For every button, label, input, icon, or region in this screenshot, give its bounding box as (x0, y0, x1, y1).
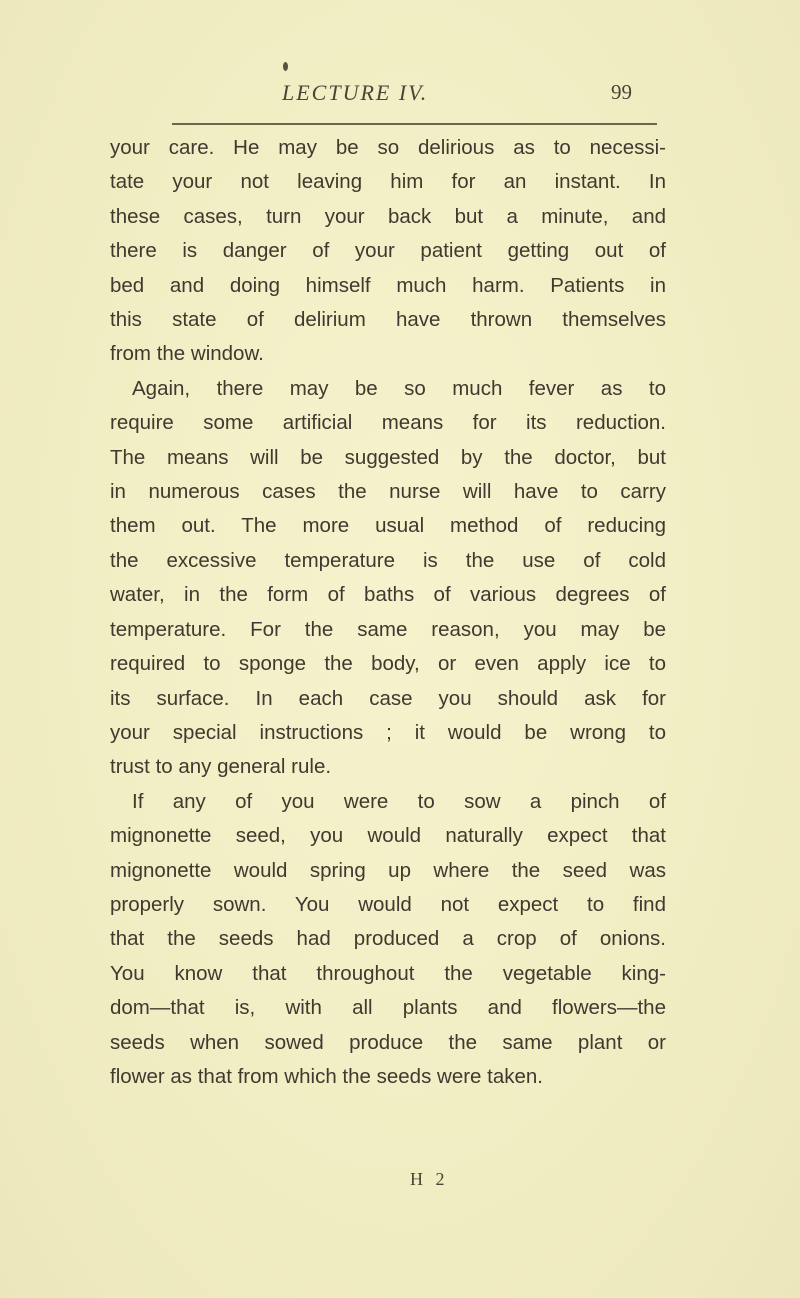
page-header (170, 80, 660, 112)
text-line: these cases, turn your back but a minute, and (110, 204, 666, 228)
text-line: Again, there may be so much fever as to (132, 376, 666, 400)
text-line: from the window. (110, 342, 264, 366)
text-line: that the seeds had produced a crop of onions. (110, 927, 666, 951)
text-line: temperature. For the same reason, you may be (110, 617, 666, 641)
text-line: your care. He may be so delirious as to necessi- (110, 136, 666, 159)
text-line: in numerous cases the nurse will have to carry (110, 480, 666, 504)
running-title: LECTURE IV. (282, 80, 429, 105)
header-rule (172, 123, 657, 125)
text-line: bed and doing himself much harm. Patients in (110, 273, 666, 297)
signature-mark: H 2 (410, 1169, 449, 1189)
text-line: mignonette seed, you would naturally expect that (110, 824, 666, 848)
text-line: required to sponge the body, or even apply ice to (110, 652, 666, 676)
body-text (110, 131, 666, 1094)
text-line: properly sown. You would not expect to find (110, 892, 666, 916)
text-line: your special instructions ; it would be wrong to (110, 720, 666, 744)
text-line: The means will be suggested by the doctor, but (110, 445, 666, 469)
text-line: If any of you were to sow a pinch of (132, 789, 666, 813)
page-number: 99 (611, 80, 632, 104)
text-line: there is danger of your patient getting out of (110, 239, 666, 263)
text-line: flower as that from which the seeds were taken. (110, 1064, 543, 1088)
text-line: require some artificial means for its reduction. (110, 411, 666, 435)
text-line: its surface. In each case you should ask for (110, 686, 666, 710)
text-line: You know that throughout the vegetable king- (110, 961, 666, 985)
text-line: them out. The more usual method of reducing (110, 514, 666, 538)
ink-dot (283, 62, 288, 71)
text-line: this state of delirium have thrown themselves (110, 308, 666, 332)
text-line: trust to any general rule. (110, 755, 332, 779)
text-line: tate your not leaving him for an instant. In (110, 170, 666, 194)
text-line: seeds when sowed produce the same plant or (110, 1030, 666, 1054)
text-line: mignonette would spring up where the seed was (110, 858, 666, 882)
text-line: water, in the form of baths of various degrees of (110, 583, 666, 607)
text-line: dom—that is, with all plants and flowers—the (110, 996, 666, 1020)
text-line: the excessive temperature is the use of cold (110, 548, 666, 572)
